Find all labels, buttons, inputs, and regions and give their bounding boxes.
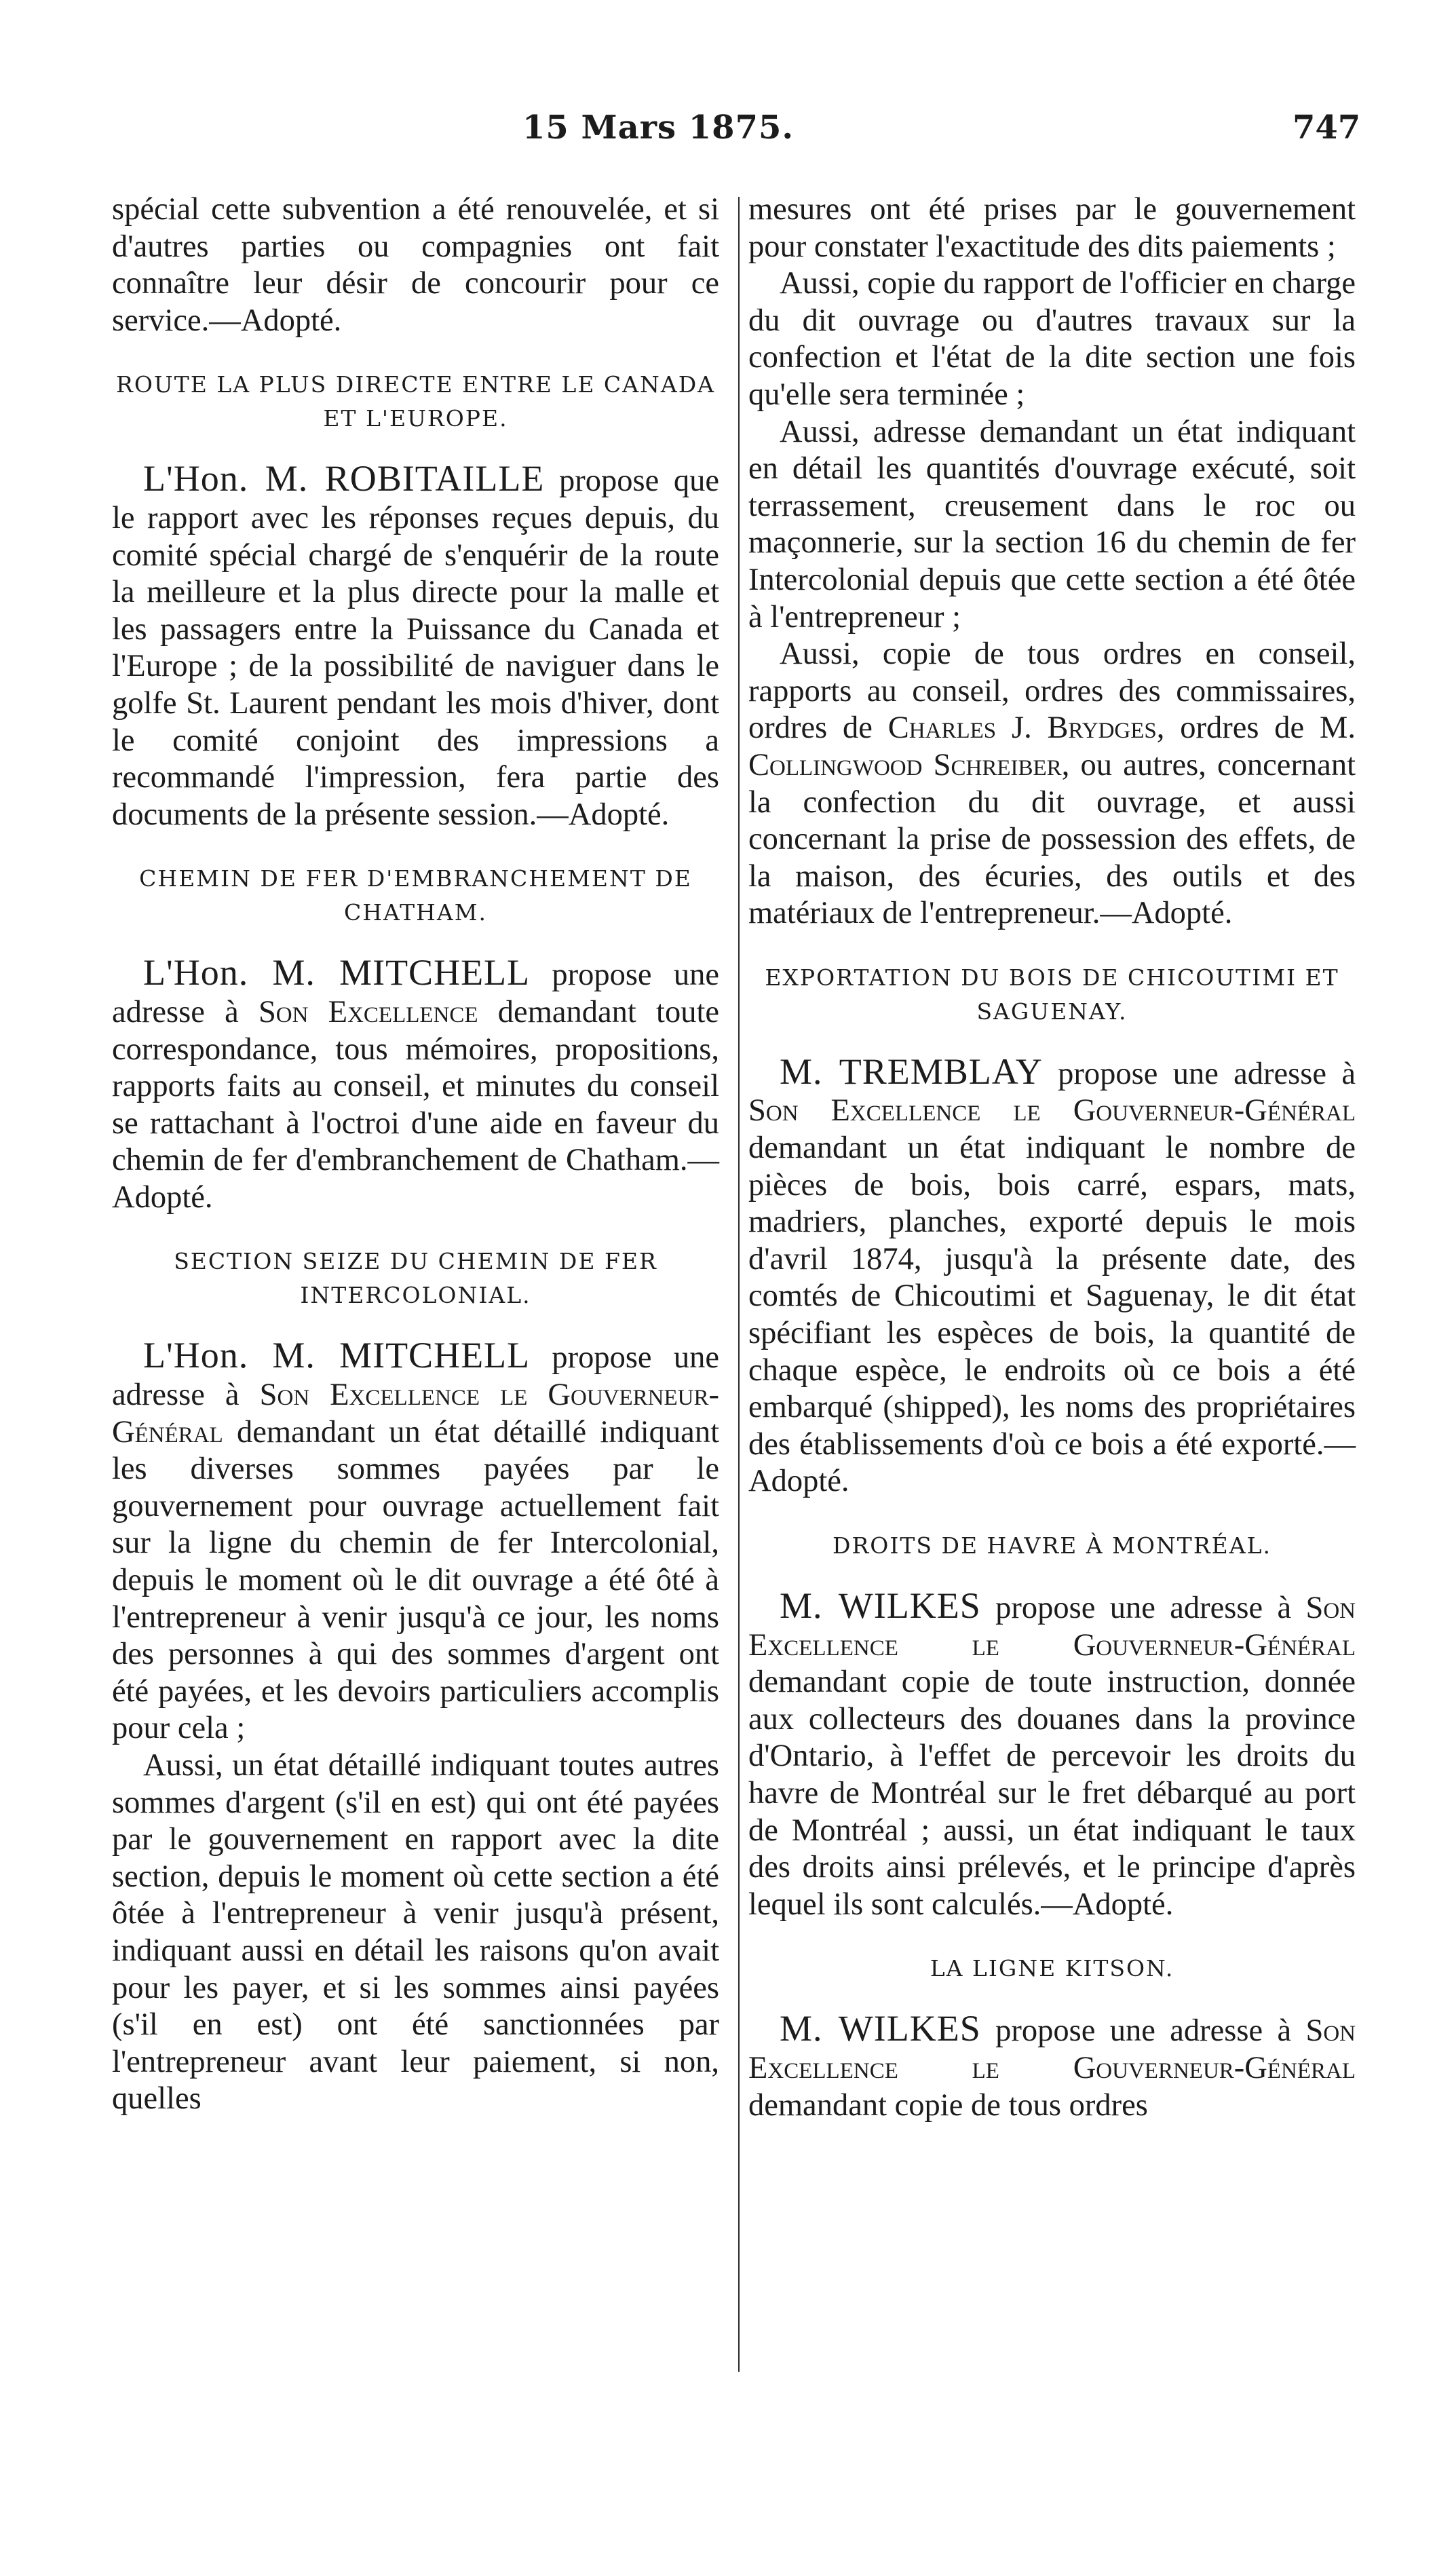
addressee: Son Excellence le Gouverneur-Général [748,2013,1356,2085]
body-text: , ordres de M. [1156,711,1356,746]
paragraph-wilkes-motion-havre [748,1587,1356,1923]
motion-text: demandant copie de tous ordres [748,2087,1148,2123]
paragraph-mitchell-motion-chatham [112,954,719,1216]
section-heading-ligne-kitson: LA LIGNE KITSON. [930,1955,1174,1982]
section-heading-bois-chicoutimi: EXPORTATION DU BOIS DE CHICOUTIMI ET SAGUENAY. [765,964,1339,1025]
section-heading-chatham-branch: CHEMIN DE FER D'EMBRANCHEMENT DE CHATHAM. [139,865,692,926]
speaker-name: L'Hon. M. ROBITAILLE [143,458,545,499]
paragraph-robitaille-motion [112,460,719,833]
page-number: 747 [1293,109,1361,147]
motion-text: propose une adresse à [1042,1056,1356,1091]
section-heading-section-sixteen: SECTION SEIZE DU CHEMIN DE FER INTERCOLONIAL. [174,1248,657,1309]
body-text: Aussi, copie de tous ordres en conseil, rapports au conseil, ordres des commissaires, ordres de [748,637,1356,746]
addressee: Son Excellence le Gouverneur-Général [748,1093,1356,1129]
paragraph-continued: spécial cette subvention a été renouvelée, et si d'autres parties ou compagnies ont fait connaître leur désir de concourir pour ce service.—Adopté. [112,192,719,338]
addressee: Son Excellence le Gouverneur-Général [112,1378,719,1450]
right-column [748,191,1356,2124]
person-name: Collingwood Schreiber [748,747,1062,782]
motion-text: propose une adresse à [112,1340,719,1413]
paragraph-aussi-rapport: Aussi, copie du rapport de l'officier en charge du dit ouvrage ou d'autres travaux sur la confection et l'état de la dite section une fois qu'elle sera terminée ; [748,266,1356,412]
person-name: Charles J. Brydges [887,711,1157,746]
addressee: Son Excellence le Gouverneur-Général [748,1591,1356,1663]
motion-text: propose une adresse à [112,958,719,1029]
paragraph-mitchell-motion-intercolonial [112,1337,719,1747]
speaker-name: L'Hon. M. MITCHELL [143,952,531,993]
motion-text: propose une adresse à [980,2013,1306,2049]
motion-text: demandant un état indiquant le nombre de pièces de bois, bois carré, espars, mats, madriers, planches, exporté depuis le mois d'avril 1874, jusqu'à la présente date, des comtés de Chicoutimi et Saguenay, le dit état spécifiant les espèces de bois, la quantité de chaque espèce, le endroits où ce bois a été embarqué (shipped), les noms des propriétaires des établissements d'où ce bois a été exporté.—Adopté. [748,1131,1356,1499]
left-column [112,191,719,2118]
running-head-date: 15 Mars 1875. [522,109,795,147]
speaker-name: M. WILKES [780,1585,981,1626]
paragraph-aussi-adresse: Aussi, adresse demandant un état indiquant en détail les quantités d'ouvrage exécuté, soit terrassement, creusement dans le roc ou maçonnerie, sur la section 16 du chemin de fer Intercolonial depuis que cette section a été ôtée à l'entrepreneur ; [748,414,1356,634]
section-heading-droits-havre: DROITS DE HAVRE À MONTRÉAL. [833,1532,1271,1559]
addressee: Son Excellence [258,994,478,1029]
speaker-name: M. TREMBLAY [780,1050,1043,1092]
motion-text: demandant copie de toute instruction, donnée aux collecteurs des douanes dans la province d'Ontario, à l'effet de percevoir les droits du havre de Montréal sur le fret débarqué au port de Montréal ; aussi, un état indiquant le taux des droits ainsi prélevés, et le principe d'après lequel ils sont calculés.—Adopté. [748,1665,1356,1922]
paragraph-tremblay-motion [748,1050,1356,1500]
motion-text: demandant toute correspondance, tous mémoires, propositions, rapports faits au conseil, et minutes du conseil se rattachant à l'octroi d'une aide en faveur du chemin de fer d'embranchement de Chatham.—Adopté. [112,994,720,1215]
motion-text: demandant un état détaillé indiquant les diverses sommes payées par le gouvernement pour ouvrage actuellement fait sur la ligne du chemin de fer Intercolonial, depuis le moment où le dit ouvrage a été ôté à l'entrepreneur à venir jusqu'à ce jour, les noms des personnes à qui des sommes d'argent ont été payées, et les devoirs particuliers accomplis pour cela ; [112,1414,719,1746]
body-text: , ou autres, concernant la confection du dit ouvrage, et aussi concernant la prise de possession des effets, de la maison, des écuries, des outils et des matériaux de l'entrepreneur.—Adopté. [748,747,1356,931]
section-heading-route-canada-europe: ROUTE LA PLUS DIRECTE ENTRE LE CANADA ET L'EUROPE. [116,371,715,432]
paragraph-aussi-sommes: Aussi, un état détaillé indiquant toutes autres sommes d'argent (s'il en est) qui ont été payées par le gouvernement en rapport avec la dite section, depuis le moment où cette section a été ôtée à l'entrepreneur à venir jusqu'à présent, indiquant aussi en détail les raisons qu'on avait pour les payer, et si les sommes ainsi payées (s'il en est) ont été sanctionnées par l'entrepreneur avant leur paiement, si non, quelles [112,1748,719,2117]
motion-text: propose une adresse à [980,1591,1306,1625]
speaker-name: M. WILKES [780,2008,981,2049]
running-head [0,109,1454,163]
motion-text: propose que le rapport avec les réponses reçues depuis, du comité spécial chargé de s'enquérir de la route la meilleure et la plus directe pour la malle et les passagers entre la Puissance du Canada et l'Europe ; de la possibilité de naviguer dans le golfe St. Laurent pendant les mois d'hiver, dont le comité conjoint des impressions a recommandé l'impression, fera partie des documents de la présente session.—Adopté. [112,463,720,832]
paragraph-wilkes-motion-kitson [748,2010,1356,2124]
speaker-name: L'Hon. M. MITCHELL [143,1335,531,1376]
paragraph-aussi-ordres [748,636,1356,932]
paragraph-continued: mesures ont été prises par le gouvernement pour constater l'exactitude des dits paiements ; [748,192,1356,264]
column-divider [738,197,740,2372]
